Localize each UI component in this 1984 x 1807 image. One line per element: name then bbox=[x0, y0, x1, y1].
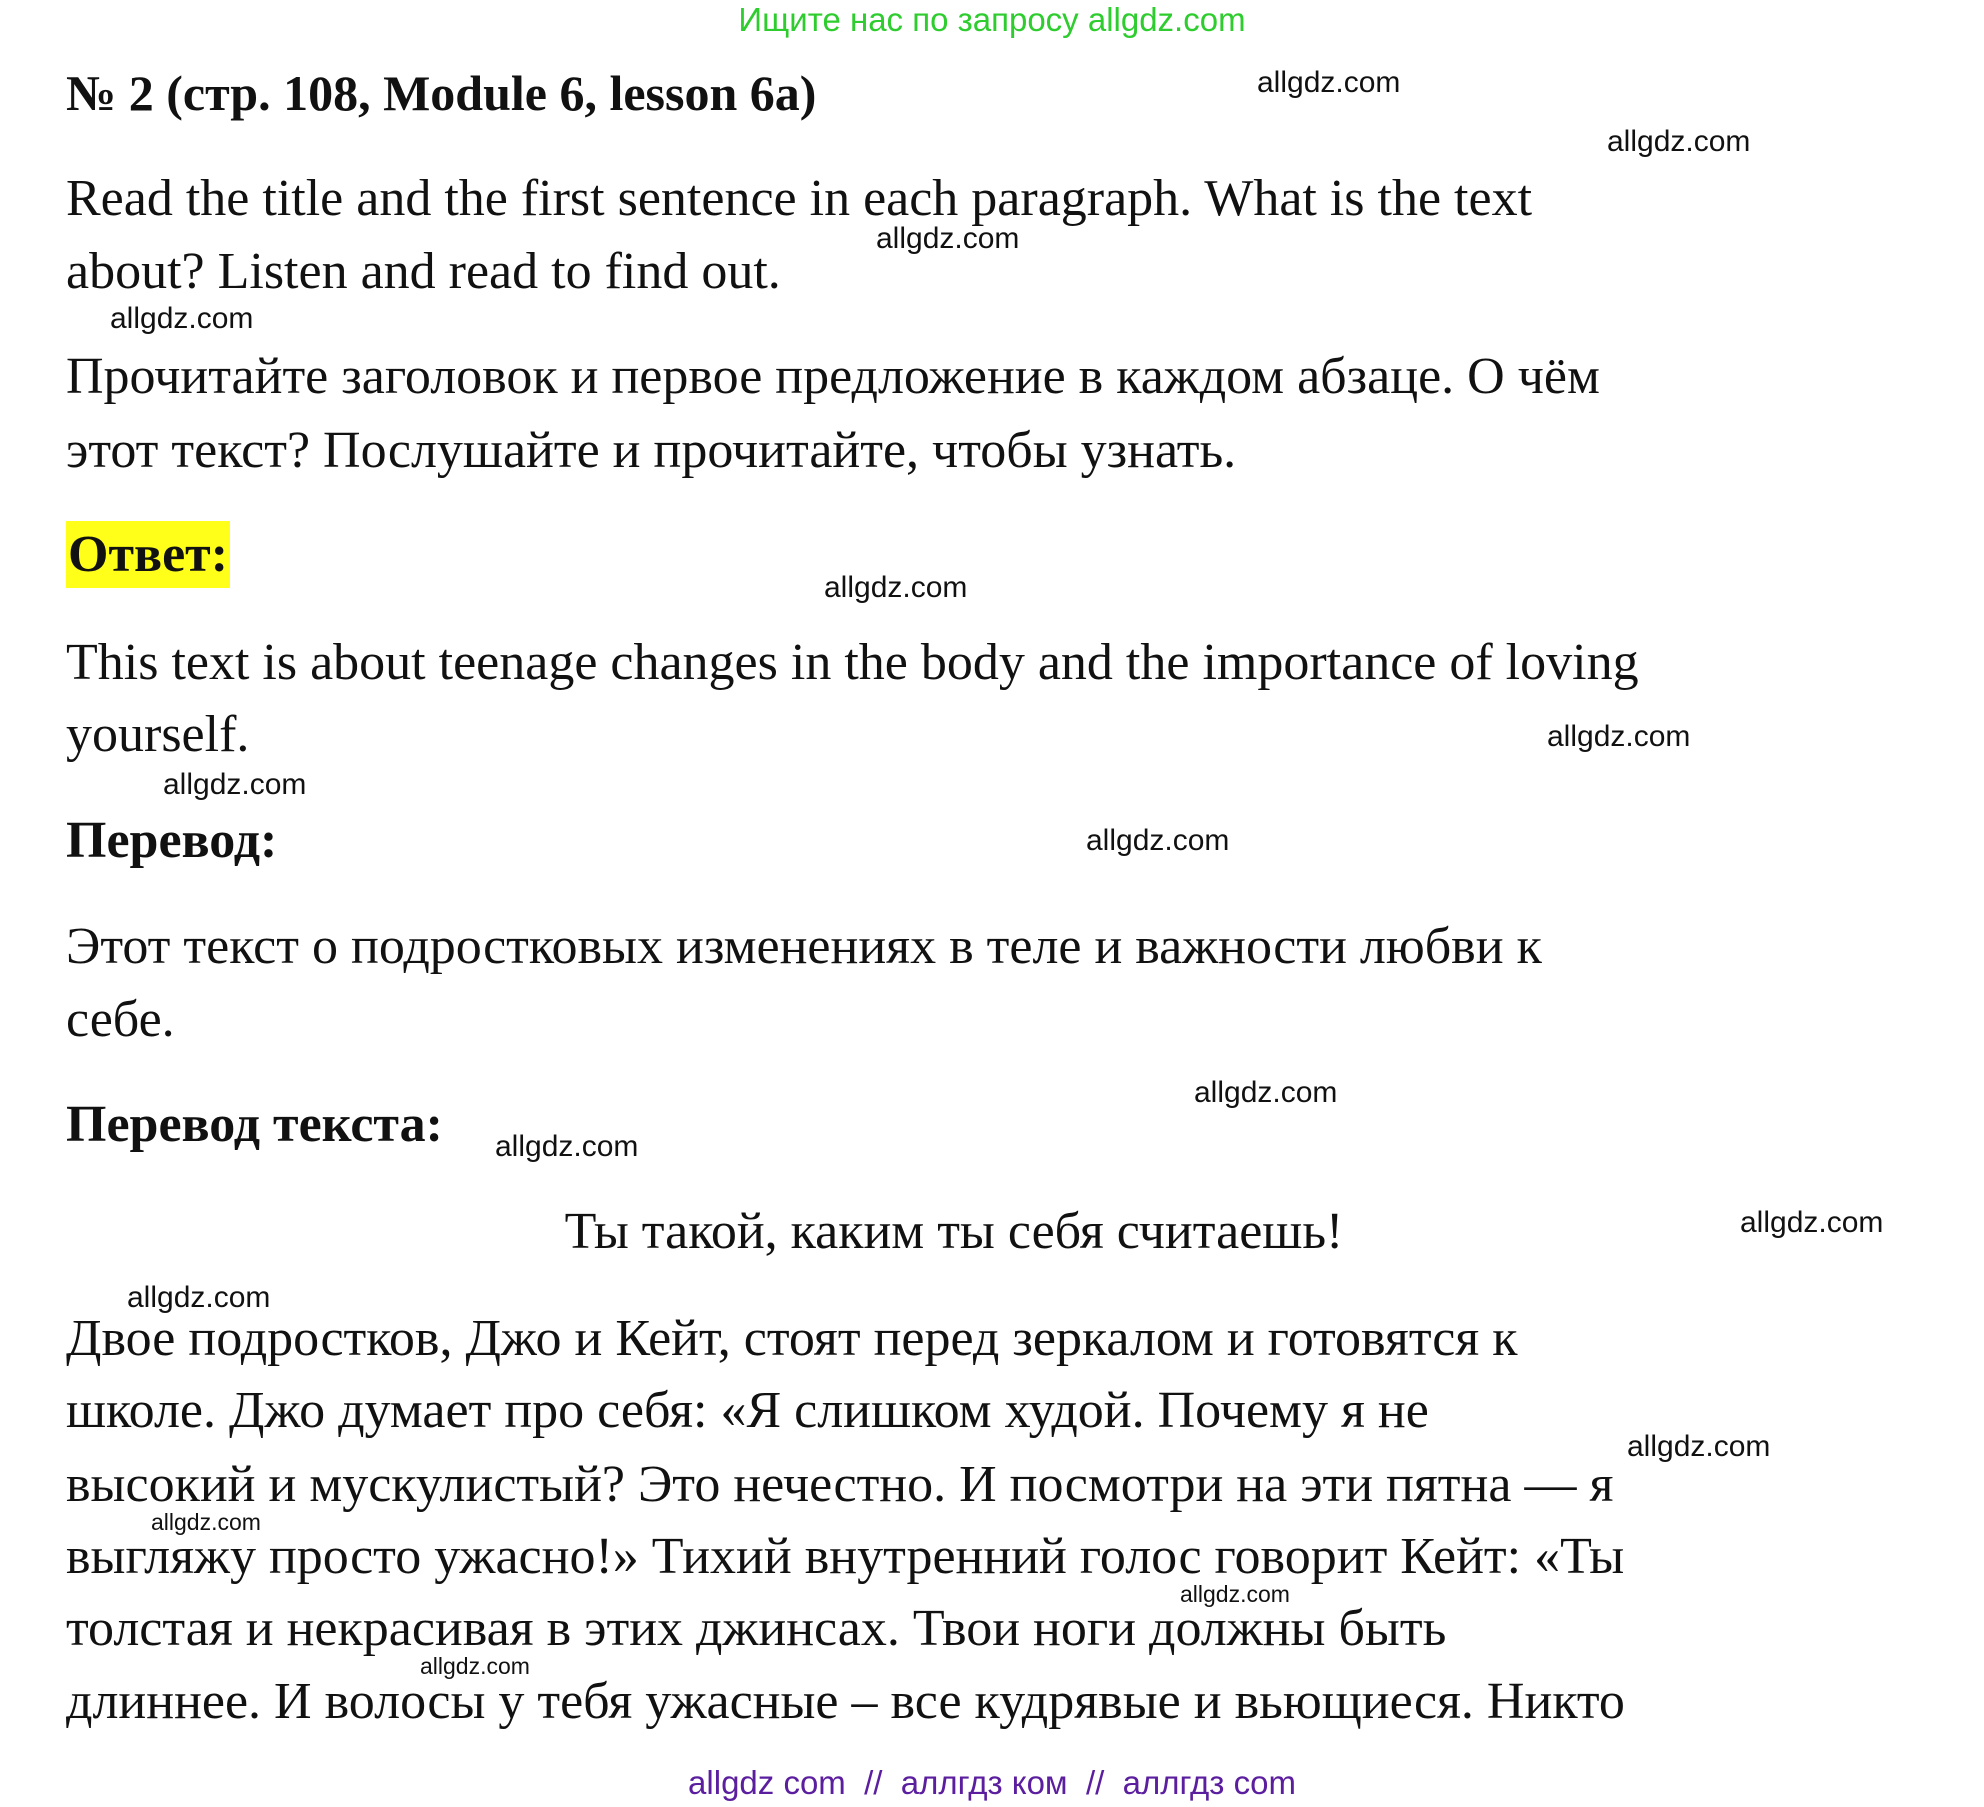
translation-heading: Перевод: bbox=[66, 812, 278, 869]
translation-line: себе. bbox=[66, 991, 175, 1048]
watermark: allgdz.com bbox=[110, 302, 254, 335]
watermark: allgdz.com bbox=[1547, 720, 1691, 753]
task-ru-line: Прочитайте заголовок и первое предложение в каждом абзаце. О чём bbox=[66, 348, 1600, 405]
watermark: allgdz.com bbox=[495, 1130, 639, 1163]
answer-label: Ответ: bbox=[66, 521, 230, 588]
text-body-line: толстая и некрасивая в этих джинсах. Твои ноги должны быть bbox=[66, 1600, 1447, 1657]
text-body-line: Двое подростков, Джо и Кейт, стоят перед зеркалом и готовятся к bbox=[66, 1310, 1518, 1367]
watermark: allgdz.com bbox=[127, 1281, 271, 1314]
task-en-line: Read the title and the first sentence in each paragraph. What is the text bbox=[66, 170, 1533, 227]
text-body-line: длиннее. И волосы у тебя ужасные – все кудрявые и вьющиеся. Никто bbox=[66, 1673, 1625, 1730]
watermark: allgdz.com bbox=[151, 1509, 261, 1535]
text-body-line: школе. Джо думает про себя: «Я слишком худой. Почему я не bbox=[66, 1382, 1429, 1439]
watermark: allgdz.com bbox=[163, 768, 307, 801]
watermark: allgdz.com bbox=[1607, 125, 1751, 158]
watermark: allgdz.com bbox=[824, 571, 968, 604]
text-body-line: высокий и мускулистый? Это нечестно. И посмотри на эти пятна — я bbox=[66, 1456, 1614, 1513]
watermark: allgdz.com bbox=[1257, 66, 1401, 99]
page-title: № 2 (стр. 108, Module 6, lesson 6a) bbox=[66, 65, 817, 121]
watermark: allgdz.com bbox=[1086, 824, 1230, 857]
watermark: allgdz.com bbox=[1740, 1206, 1884, 1239]
answer-heading bbox=[66, 521, 230, 588]
watermark: allgdz.com bbox=[1627, 1430, 1771, 1463]
footer-links[interactable]: allgdz com // аллгдз ком // аллгдз com bbox=[688, 1764, 1296, 1801]
watermark: allgdz.com bbox=[1180, 1581, 1290, 1607]
text-body-line: выгляжу просто ужасно!» Тихий внутренний голос говорит Кейт: «Ты bbox=[66, 1528, 1625, 1585]
task-en-line: about? Listen and read to find out. bbox=[66, 243, 781, 300]
top-banner[interactable]: Ищите нас по запросу allgdz.com bbox=[738, 1, 1246, 38]
watermark: allgdz.com bbox=[876, 222, 1020, 255]
text-translation-heading: Перевод текста: bbox=[66, 1096, 443, 1153]
answer-line: This text is about teenage changes in the body and the importance of loving bbox=[66, 634, 1639, 691]
translation-line: Этот текст о подростковых изменениях в теле и важности любви к bbox=[66, 918, 1542, 975]
watermark: allgdz.com bbox=[420, 1653, 530, 1679]
text-title: Ты такой, каким ты себя считаешь! bbox=[564, 1203, 1344, 1260]
task-ru-line: этот текст? Послушайте и прочитайте, чтобы узнать. bbox=[66, 422, 1237, 479]
answer-line: yourself. bbox=[66, 706, 250, 763]
watermark: allgdz.com bbox=[1194, 1076, 1338, 1109]
